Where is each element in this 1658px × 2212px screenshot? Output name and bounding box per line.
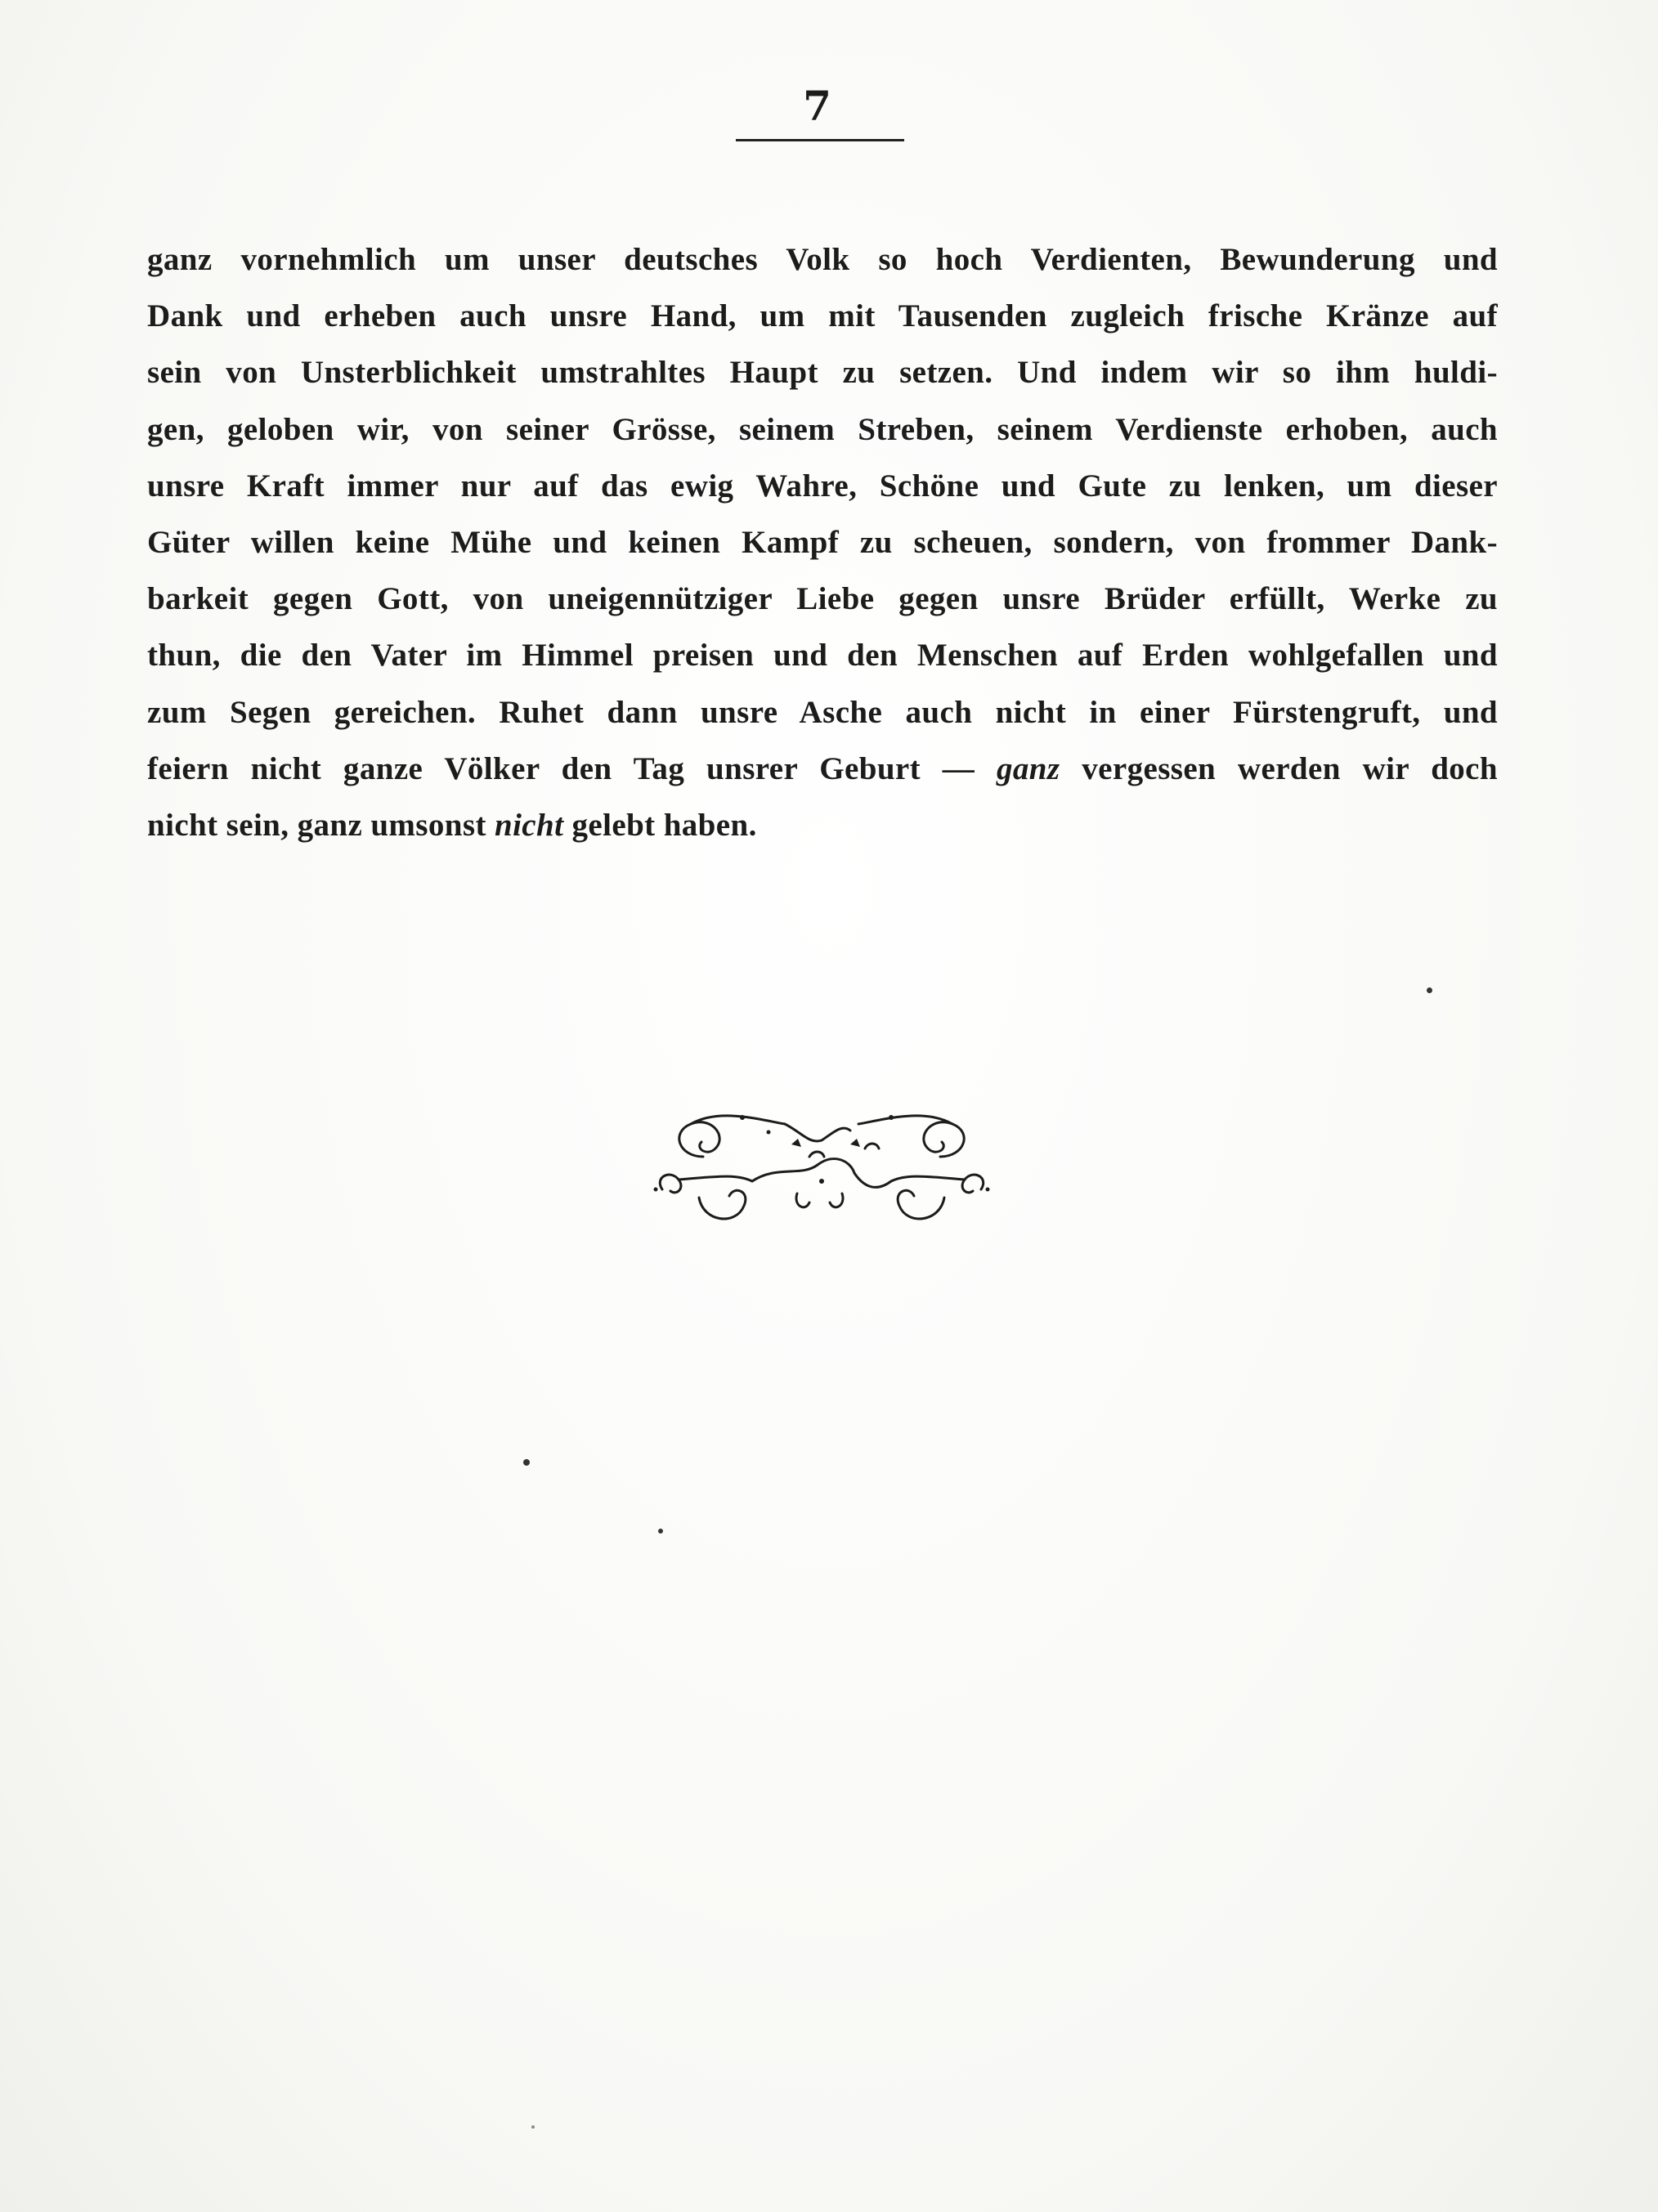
page-number-rule xyxy=(736,139,904,141)
printers-flourish-ornament-icon xyxy=(646,1099,997,1230)
emphasized-word: nicht xyxy=(494,807,564,843)
text-line xyxy=(147,797,1498,853)
text-line: barkeit gegen Gott, von uneigennütziger Liebe gegen unsre Brüder erfüllt, Werke zu xyxy=(147,581,1498,617)
text-segment: vergessen werden wir doch xyxy=(1060,750,1498,786)
text-line: ganz vornehmlich um unser deutsches Volk so hoch Verdienten, Bewunderung und xyxy=(147,242,1498,277)
page-number: 7 xyxy=(803,82,832,130)
text-line: Güter willen keine Mühe und keinen Kampf zu scheuen, sondern, von frommer Dank- xyxy=(147,524,1498,560)
show-through-texture xyxy=(139,1230,1512,1266)
emphasized-word: ganz xyxy=(997,750,1060,786)
text-line xyxy=(147,741,1498,797)
text-line: gen, geloben wir, von seiner Grösse, seinem Streben, seinem Verdienste erhoben, auch xyxy=(147,411,1498,447)
text-line: zum Segen gereichen. Ruhet dann unsre Asche auch nicht in einer Fürstengruft, und xyxy=(147,694,1498,730)
text-line: thun, die den Vater im Himmel preisen und den Menschen auf Erden wohlgefallen und xyxy=(147,638,1498,674)
text-line: sein von Unsterblichkeit umstrahltes Haupt zu setzen. Und indem wir so ihm huldi- xyxy=(147,355,1498,391)
text-segment: feiern nicht ganze Völker den Tag unsrer Geburt — xyxy=(147,750,997,786)
text-segment: gelebt haben. xyxy=(563,807,757,843)
dust-speck xyxy=(658,1529,663,1534)
dust-speck xyxy=(531,2125,535,2129)
dust-speck xyxy=(523,1459,530,1466)
body-text xyxy=(147,231,1498,853)
dust-speck xyxy=(1427,987,1432,993)
text-segment: nicht sein, ganz umsonst xyxy=(147,807,495,843)
text-line: Dank und erheben auch unsre Hand, um mit Tausenden zugleich frische Kränze auf xyxy=(147,298,1498,334)
text-line: unsre Kraft immer nur auf das ewig Wahre, Schöne und Gute zu lenken, um dieser xyxy=(147,468,1498,504)
